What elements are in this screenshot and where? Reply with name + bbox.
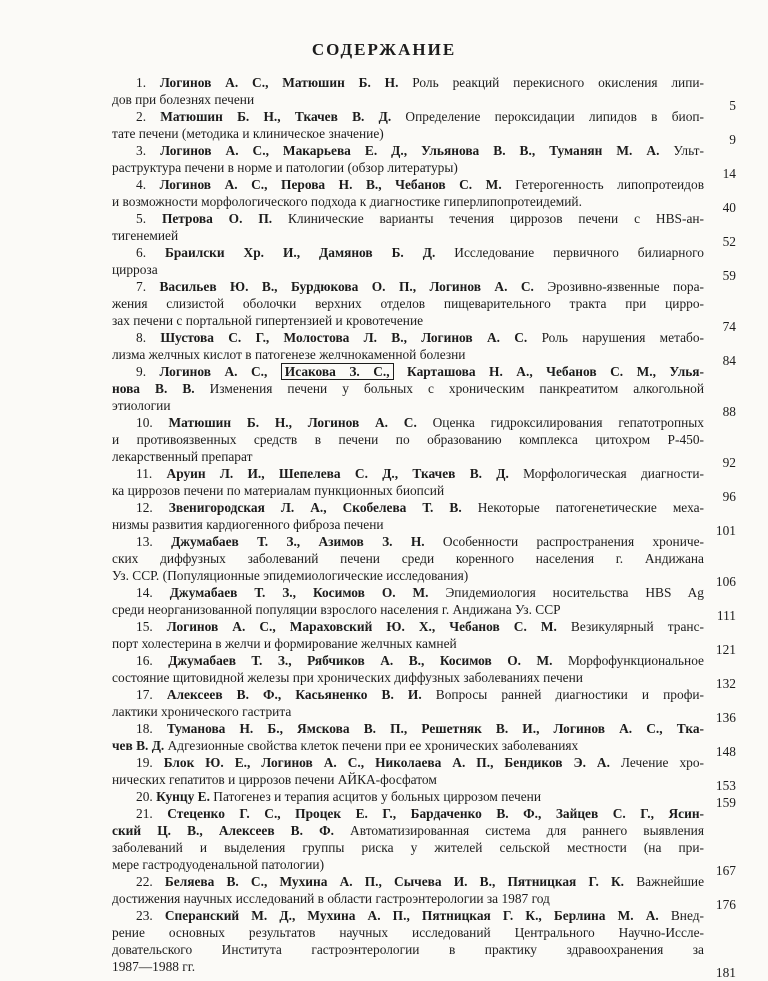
toc-text: 21. (136, 806, 168, 821)
toc-entry (0, 176, 768, 215)
toc-authors: Звенигородская Л. А., Скобелева Т. В. (168, 500, 462, 515)
toc-authors: Джумабаев Т. З., Косимов О. М. (169, 585, 429, 600)
toc-authors: Логинов А. С., (159, 364, 281, 379)
toc-text: 18. (136, 721, 167, 736)
toc-entry (0, 584, 768, 623)
toc-text: 20. (136, 789, 157, 804)
toc-authors: Сперанский М. Д., Мухина А. П., Пятницкая Г. К., Берлина М. А. (164, 908, 659, 923)
toc-entry (0, 805, 768, 878)
toc-entry (0, 686, 768, 725)
toc-text: 16. (136, 653, 169, 668)
toc-entry (0, 74, 768, 113)
toc-entry-line (0, 397, 768, 414)
toc-entry-line (0, 482, 768, 499)
toc-entry (0, 618, 768, 657)
toc-text: низмы развития кардиогенного фиброза печени (112, 517, 384, 532)
toc-entry-first-line (0, 244, 768, 261)
toc-page-number: 74 (722, 319, 736, 334)
toc-page-number: 132 (715, 676, 736, 691)
toc-entry-first-line (0, 363, 768, 380)
toc-entry-line (0, 346, 768, 363)
toc-text: 19. (136, 755, 164, 770)
toc-text: нических гепатитов и циррозов печени АЙКА-фосфатом (112, 772, 437, 787)
toc-authors: Логинов А. С., Макарьева Е. Д., Ульянова В. В., Туманян М. А. (160, 143, 660, 158)
toc-authors: Шустова С. Г., Молостова Л. В., Логинов А. С. (160, 330, 528, 345)
toc-authors: Джумабаев Т. З., Рябчиков А. В., Косимов О. М. (168, 653, 553, 668)
toc-text: ских диффузных заболеваний печени среди коренного населения г. Андижана (112, 551, 704, 566)
toc-authors: Петрова О. П. (161, 211, 273, 226)
toc-page-number: 40 (722, 200, 736, 215)
page-title: СОДЕРЖАНИЕ (311, 40, 457, 59)
toc-page-number: 121 (715, 642, 736, 657)
toc-authors: чев В. Д. (112, 738, 165, 753)
toc-text: Эрозивно-язвенные пора- (533, 279, 704, 294)
toc-text: 13. (136, 534, 172, 549)
toc-page-number: 5 (729, 98, 736, 113)
toc-page-number: 176 (715, 897, 736, 912)
toc-text: лекарственный препарат (112, 449, 253, 464)
toc-text: и возможности морфологического подхода к диагностике гиперлипопротеидемий. (112, 194, 582, 209)
toc-entry-first-line (0, 584, 768, 601)
toc-text: этиологии (112, 398, 171, 413)
toc-entry-line (0, 924, 768, 941)
toc-text: 7. (136, 279, 160, 294)
toc-entry-first-line (0, 74, 768, 91)
toc-page-number: 59 (722, 268, 736, 283)
toc-entry-line (0, 312, 768, 329)
toc-text: Некоторые патогенетические меха- (461, 500, 704, 515)
toc-entry-line (0, 941, 768, 958)
toc-text: жения слизистой оболочки верхних отделов пищеварительного тракта при цирро- (112, 296, 704, 311)
toc-authors: Логинов А. С., Мараховский Ю. Х., Чебанов С. М. (166, 619, 557, 634)
toc-text: 11. (136, 466, 167, 481)
toc-entry-first-line (0, 907, 768, 924)
boxed-author-name: Исакова З. С., (281, 363, 394, 380)
toc-entry-line (0, 550, 768, 567)
toc-entry-first-line (0, 329, 768, 346)
toc-authors: Логинов А. С., Матюшин Б. Н. (159, 75, 399, 90)
toc-text: цирроза (112, 262, 158, 277)
toc-entry-first-line (0, 499, 768, 516)
toc-entry-first-line (0, 533, 768, 550)
toc-text: 8. (136, 330, 161, 345)
toc-entry-line (0, 193, 768, 210)
toc-entry (0, 499, 768, 538)
toc-page-number: 106 (715, 574, 736, 589)
toc-entry (0, 108, 768, 147)
toc-text: Роль нарушения метабо- (527, 330, 704, 345)
toc-text: Морфологическая диагности- (508, 466, 704, 481)
toc-authors: Васильев Ю. В., Бурдюкова О. П., Логинов А. С. (159, 279, 534, 294)
toc-entry (0, 652, 768, 691)
toc-entry-first-line (0, 754, 768, 771)
toc-authors: нова В. В. (112, 381, 195, 396)
toc-text: 15. (136, 619, 167, 634)
toc-entry-first-line (0, 210, 768, 227)
toc-entry-first-line (0, 278, 768, 295)
toc-entry-line (0, 567, 768, 584)
toc-page-number: 9 (729, 132, 736, 147)
toc-entry-line (0, 516, 768, 533)
toc-entry-line (0, 890, 768, 907)
toc-entry-first-line (0, 176, 768, 193)
toc-authors: Беляева В. С., Мухина А. П., Сычева И. В., Пятницкая Г. К. (164, 874, 625, 889)
toc-entry (0, 873, 768, 912)
toc-text: мере гастродуоденальной патологии) (112, 857, 325, 872)
toc-text: Клинические варианты течения циррозов печени с HBS-ан- (272, 211, 705, 226)
toc-text: Морфофункциональное (552, 653, 705, 668)
toc-text: тигенемией (112, 228, 179, 243)
toc-entry-first-line (0, 805, 768, 822)
toc-entry-line (0, 380, 768, 397)
toc-entry (0, 329, 768, 368)
toc-text: 5. (136, 211, 162, 226)
toc-page-number: 159 (715, 795, 736, 810)
toc-text: среди неорганизованной популяции взрослого населения г. Андижана Уз. ССР (112, 602, 561, 617)
toc-text: раструктура печени в норме и патологии (обзор литературы) (112, 160, 458, 175)
toc-entry-first-line (0, 618, 768, 635)
toc-entry-first-line (0, 720, 768, 737)
toc-page-number: 88 (722, 404, 736, 419)
toc-entry-line (0, 635, 768, 652)
toc-entry (0, 278, 768, 334)
toc-entry-line (0, 227, 768, 244)
toc-text: Автоматизированная система для раннего выявления (333, 823, 704, 838)
toc-authors: Джумабаев Т. З., Азимов З. Н. (171, 534, 425, 549)
toc-text: и противоязвенных средств в печени по образованию комплекса цитохром Р-450- (112, 432, 704, 447)
toc-entry-first-line (0, 652, 768, 669)
toc-entry-line (0, 125, 768, 142)
toc-text: 22. (136, 874, 165, 889)
toc-text: 12. (136, 500, 169, 515)
toc-text: Лечение хро- (609, 755, 704, 770)
toc-text: тате печени (методика и клиническое значение) (112, 126, 384, 141)
toc-entry-line (0, 295, 768, 312)
toc-entry-line (0, 958, 768, 975)
toc-entry-line (0, 856, 768, 873)
toc-page-number: 148 (715, 744, 736, 759)
toc-authors: Туманова Н. Б., Ямскова В. П., Решетняк В. И., Логинов А. С., Тка- (166, 721, 704, 736)
toc-text: Исследование первичного билиарного (435, 245, 704, 260)
toc-page-number: 92 (722, 455, 736, 470)
toc-text: 2. (136, 109, 161, 124)
toc-entry (0, 244, 768, 283)
toc-text: Вопросы ранней диагностики и профи- (421, 687, 704, 702)
toc-entry-line (0, 737, 768, 754)
toc-entry (0, 720, 768, 759)
toc-text: ка циррозов печени по материалам пункционных биопсий (112, 483, 445, 498)
toc-entry (0, 788, 768, 810)
toc-text: порт холестерина в желчи и формирование желчных камней (112, 636, 457, 651)
toc-text: Определение пероксидации липидов в биоп- (391, 109, 705, 124)
toc-entry-first-line (0, 414, 768, 431)
toc-text: 6. (136, 245, 165, 260)
toc-text: достижения научных исследований в области гастроэнтерологии за 1987 год (112, 891, 550, 906)
toc-entry (0, 533, 768, 589)
toc-entry-first-line (0, 465, 768, 482)
toc-page-number: 96 (722, 489, 736, 504)
toc-entry-line (0, 703, 768, 720)
toc-text: 14. (136, 585, 170, 600)
toc-page-number: 52 (722, 234, 736, 249)
toc-entry-line (0, 431, 768, 448)
toc-entry (0, 210, 768, 249)
toc-text: дов при болезнях печени (112, 92, 255, 107)
toc-entry-line (0, 822, 768, 839)
toc-text: Внед- (658, 908, 704, 923)
toc-entry-line (0, 448, 768, 465)
toc-entry-line (0, 91, 768, 108)
toc-page-number: 14 (722, 166, 736, 181)
toc-text: Патогенез и терапия асцитов у больных циррозом печени (209, 789, 541, 804)
toc-authors: Кунцу Е. (156, 789, 210, 804)
toc-authors: Стеценко Г. С., Процек Е. Г., Бардаченко В. Ф., Зайцев С. Г., Ясин- (167, 806, 704, 821)
toc-page-number: 153 (715, 778, 736, 793)
toc-text: 3. (136, 143, 161, 158)
toc-text: состояние щитовидной железы при хронических диффузных заболеваниях печени (112, 670, 583, 685)
toc-entry (0, 465, 768, 504)
toc-text: Роль реакций перекисного окисления липи- (398, 75, 705, 90)
toc-text: 1987—1988 гг. (112, 959, 196, 974)
toc-page-number: 111 (716, 608, 736, 623)
toc-text: Эпидемиология носительства HBS Ag (428, 585, 705, 600)
toc-text: 4. (136, 177, 160, 192)
toc-entry-line (0, 839, 768, 856)
toc-page-number: 84 (722, 353, 736, 368)
toc-text: 23. (136, 908, 165, 923)
toc-authors: Матюшин Б. Н., Ткачев В. Д. (160, 109, 392, 124)
toc-entry-first-line (0, 686, 768, 703)
toc-text: лактики хронического гастрита (112, 704, 292, 719)
toc-text: Изменения печени у больных с хроническим панкреатитом алкогольной (194, 381, 704, 396)
toc-authors: Алексеев В. Ф., Касьяненко В. И. (166, 687, 422, 702)
toc-entry-first-line (0, 142, 768, 159)
toc-entry-first-line (0, 788, 768, 805)
toc-text: 17. (136, 687, 167, 702)
toc-page-number: 136 (715, 710, 736, 725)
toc-authors: Карташова Н. А., Чебанов С. М., Улья- (393, 364, 705, 379)
toc-entry-line (0, 669, 768, 686)
toc-authors: Аруин Л. И., Шепелева С. Д., Ткачев В. Д. (166, 466, 509, 481)
toc-authors: Блок Ю. Е., Логинов А. С., Николаева А. П., Бендиков Э. А. (163, 755, 610, 770)
toc-text: Уз. ССР. (Популяционные эпидемиологические исследования) (112, 568, 469, 583)
toc-authors: Браилски Хр. И., Дамянов Б. Д. (165, 245, 436, 260)
toc-page-number: 101 (715, 523, 736, 538)
toc-text: Адгезионные свойства клеток печени при ее хронических заболеваниях (164, 738, 579, 753)
toc-text: Везикулярный транс- (556, 619, 704, 634)
toc-page-number: 167 (715, 863, 736, 878)
toc-entry-line (0, 159, 768, 176)
toc-authors: ский Ц. В., Алексеев В. Ф. (112, 823, 334, 838)
toc-text: 10. (136, 415, 169, 430)
toc-entry (0, 907, 768, 980)
toc-entry (0, 414, 768, 470)
toc-text: лизма желчных кислот в патогенезе желчнокаменной болезни (112, 347, 466, 362)
toc-entry-first-line (0, 873, 768, 890)
toc-text: рение основных результатов научных исследований Центрального Научно-Иссле- (112, 925, 704, 940)
toc-entry (0, 754, 768, 793)
toc-authors: Матюшин Б. Н., Логинов А. С. (168, 415, 417, 430)
toc-text: 1. (136, 75, 160, 90)
toc-entry-line (0, 601, 768, 618)
toc-entry (0, 142, 768, 181)
toc-entry-first-line (0, 108, 768, 125)
toc-text: Важнейшие (624, 874, 705, 889)
toc-text: довательского Института гастроэнтерологии в практику здравоохранения за (112, 942, 704, 957)
toc-authors: Логинов А. С., Перова Н. В., Чебанов С. М. (159, 177, 502, 192)
toc-text: заболеваний и выделения группы риска у жителей сельской местности (на при- (112, 840, 704, 855)
toc-text: зах печени с портальной гипертензией и кровотечение (112, 313, 424, 328)
toc-text: 9. (136, 364, 160, 379)
toc-page-number: 181 (715, 965, 736, 980)
toc-text: Гетерогенность липопротеидов (501, 177, 705, 192)
toc-text: Особенности распространения хрониче- (424, 534, 704, 549)
toc-entry-line (0, 771, 768, 788)
toc-entry (0, 363, 768, 419)
toc-text: Оценка гидроксилирования гепатотропных (416, 415, 704, 430)
toc-text: Ульт- (659, 143, 704, 158)
toc-entry-line (0, 261, 768, 278)
